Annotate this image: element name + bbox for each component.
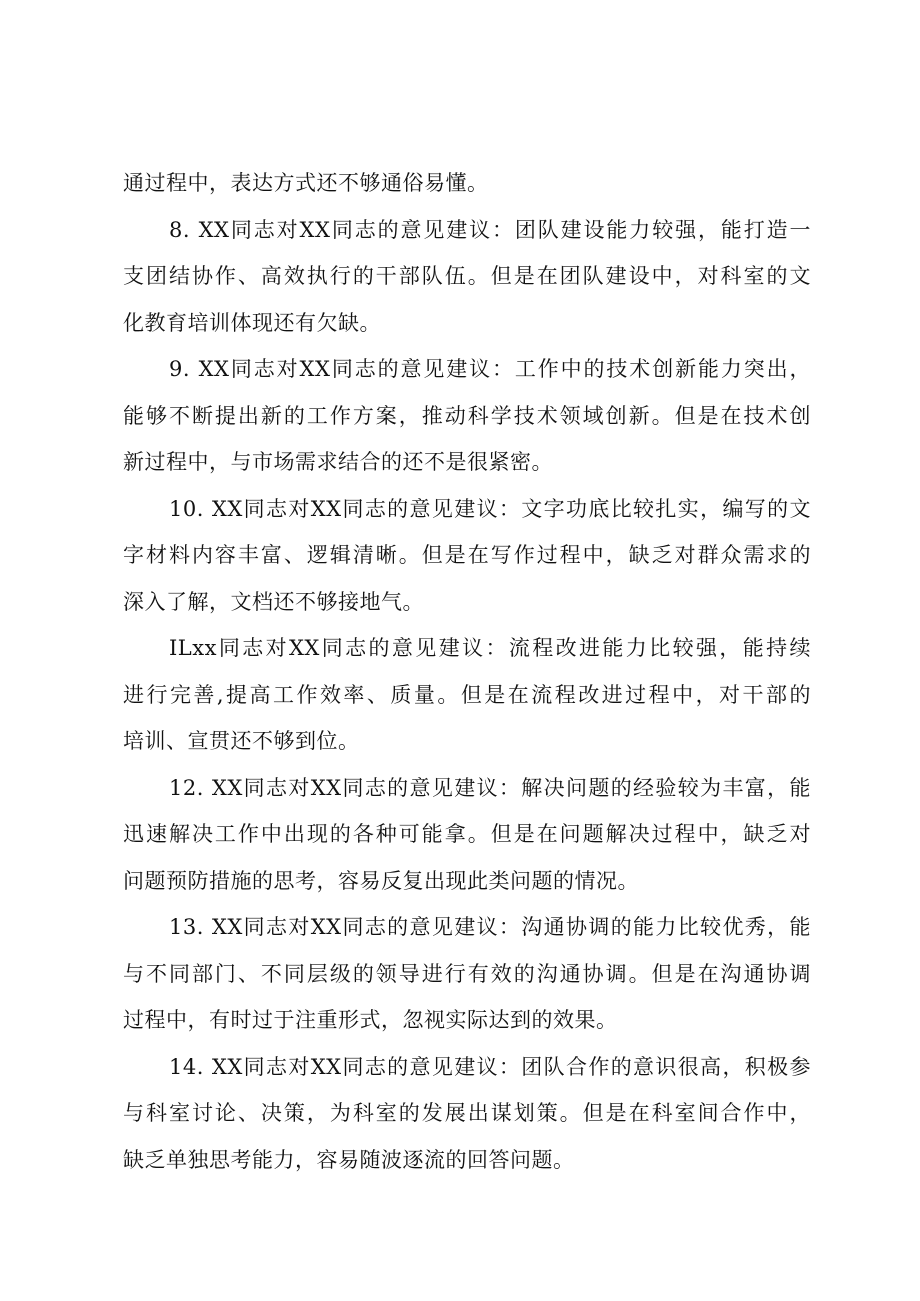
paragraph-continuation xyxy=(123,160,811,207)
text-line: 13. XX同志对XX同志的意见建议：沟通协调的能力比较优秀，能 xyxy=(169,915,811,939)
text-line: 进行完善,提高工作效率、质量。但是在流程改进过程中，对干部的 xyxy=(123,682,811,707)
paragraph-item-14 xyxy=(123,1044,811,1184)
text-line: 12. XX同志对XX同志的意见建议：解决问题的经验较为丰富，能 xyxy=(169,775,811,800)
paragraph-item-13 xyxy=(123,904,811,1044)
text-line: 支团结协作、高效执行的干部队伍。但是在团队建设中，对科室的文 xyxy=(123,264,811,288)
paragraph-item-10 xyxy=(123,486,811,626)
text-line: 迅速解决工作中出现的各种可能拿。但是在问题解决过程中，缺乏对 xyxy=(123,822,811,846)
document-body xyxy=(123,160,811,1183)
text-line: 8. XX同志对XX同志的意见建议：团队建设能力较强，能打造一 xyxy=(169,217,811,242)
text-line: 培训、宣贯还不够到位。 xyxy=(123,729,360,753)
paragraph-item-9 xyxy=(123,346,811,486)
text-line: 过程中，有时过于注重形式，忽视实际达到的效果。 xyxy=(123,1008,618,1032)
text-line: 新过程中，与市场需求结合的还不是很紧密。 xyxy=(123,450,553,474)
text-line: 字材料内容丰富、逻辑清晰。但是在写作过程中，缺乏对群众需求的 xyxy=(123,543,811,567)
text-line: 14. XX同志对XX同志的意见建议：团队合作的意识很高，积极参 xyxy=(169,1054,811,1079)
text-line: 通过程中，表达方式还不够通俗易懂。 xyxy=(123,171,489,195)
text-line: 问题预防措施的思考，容易反复出现此类问题的情况。 xyxy=(123,868,639,893)
text-line: ILxx同志对XX同志的意见建议：流程改进能力比较强，能持续 xyxy=(169,636,811,660)
paragraph-item-12 xyxy=(123,765,811,905)
text-line: 深入了解，文档还不够接地气。 xyxy=(123,589,424,614)
paragraph-item-11 xyxy=(123,625,811,765)
paragraph-item-8 xyxy=(123,207,811,347)
text-line: 与科室讨论、决策，为科室的发展出谋划策。但是在科室间合作中， xyxy=(123,1101,811,1125)
text-line: 缺乏单独思考能力，容易随波逐流的回答问题。 xyxy=(123,1147,575,1172)
text-line: 与不同部门、不同层级的领导进行有效的沟通协调。但是在沟通协调 xyxy=(123,961,811,986)
text-line: 能够不断提出新的工作方案，推动科学技术领域创新。但是在技术创 xyxy=(123,403,811,428)
text-line: 9. XX同志对XX同志的意见建议：工作中的技术创新能力突出， xyxy=(169,357,811,381)
text-line: 化教育培训体现还有欠缺。 xyxy=(123,310,381,335)
text-line: 10. XX同志对XX同志的意见建议：文字功底比较扎实，编写的文 xyxy=(169,496,811,521)
